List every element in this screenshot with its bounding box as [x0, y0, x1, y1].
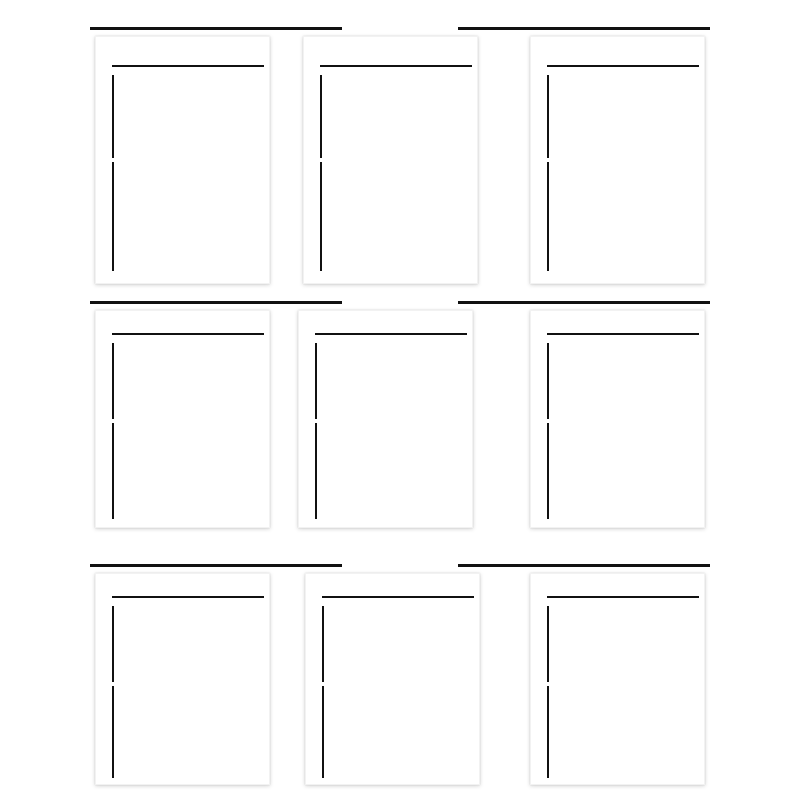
total-width-rule [90, 18, 710, 36]
frame-panel [95, 36, 270, 284]
total-width-rule [90, 555, 710, 573]
width-measure-line [322, 596, 474, 598]
height-measure-label [312, 419, 318, 423]
width-measure-line [320, 65, 472, 67]
width-measure-line [112, 65, 264, 67]
height-measure-label [544, 682, 550, 686]
height-measure-label [317, 158, 323, 162]
height-measure-line [315, 343, 317, 519]
rule-line-left [90, 564, 342, 567]
width-measure-line [112, 333, 264, 335]
height-measure-label [544, 419, 550, 423]
frame-panel [298, 310, 473, 528]
frame-panel [95, 310, 270, 528]
width-measure-line [112, 596, 264, 598]
frame-panel [530, 36, 705, 284]
height-measure-label [109, 419, 115, 423]
rule-line-left [90, 27, 342, 30]
frame-panel [303, 36, 478, 284]
width-measure-line [547, 333, 699, 335]
height-measure-label [109, 158, 115, 162]
frame-panel [305, 573, 480, 785]
frame-panel [95, 573, 270, 785]
height-measure-label [319, 682, 325, 686]
rule-line-right [458, 564, 710, 567]
height-measure-line [547, 75, 549, 271]
width-measure-line [315, 333, 467, 335]
total-width-rule [90, 292, 710, 310]
frame-panel [530, 573, 705, 785]
width-measure-line [547, 65, 699, 67]
height-measure-line [112, 606, 114, 778]
height-measure-line [547, 343, 549, 519]
width-measure-line [547, 596, 699, 598]
height-measure-line [322, 606, 324, 778]
height-measure-line [112, 75, 114, 271]
rule-line-right [458, 27, 710, 30]
height-measure-label [109, 682, 115, 686]
height-measure-line [320, 75, 322, 271]
height-measure-label [544, 158, 550, 162]
frame-panel [530, 310, 705, 528]
rule-line-right [458, 301, 710, 304]
height-measure-line [547, 606, 549, 778]
rule-line-left [90, 301, 342, 304]
height-measure-line [112, 343, 114, 519]
